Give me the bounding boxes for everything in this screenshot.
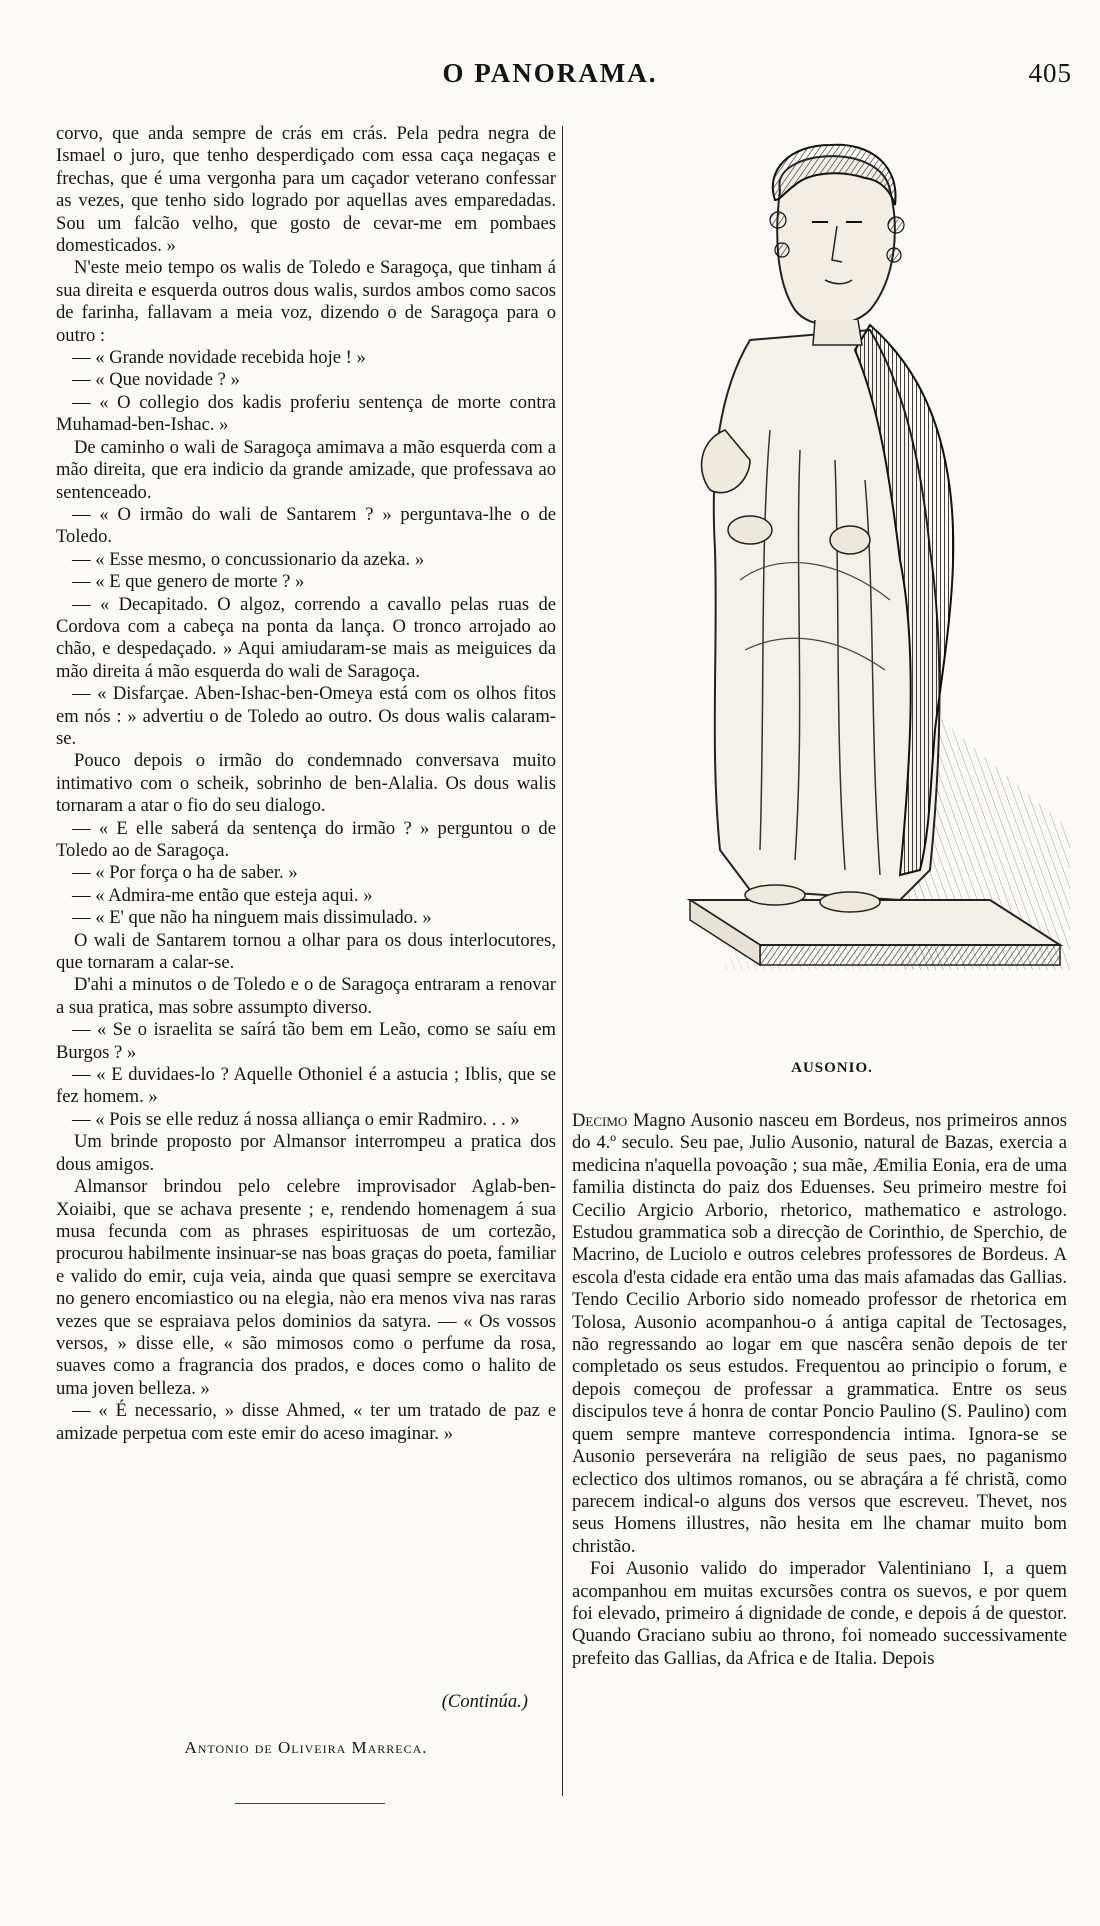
paragraph: corvo, que anda sempre de crás em crás. Pela pedra negra de Ismael o juro, que tenho desperdiçado com essa caça negaças e frechas, que é uma vergonha para um caçador veterano confessar as vezes, que tenho sido logrado por aquellas aves emparedadas. Sou um falcão velho, que gosto de cevar-me em pombaes domesticados. » [56,123,556,257]
paragraph: O wali de Santarem tornou a olhar para os dous interlocutores, que tornaram a calar-se. [56,929,556,974]
dialogue-line: — « E que genero de morte ? » [72,571,305,593]
dialogue-line: — « Decapitado. O algoz, correndo a cavallo pelas ruas de Cordova com a cabeça na ponta da lança. O tronco arrojado ao chão, e despedaçado. » Aqui amiudaram-se mais as meiguices da mão direita á mão esquerda do wali de Saragoça. [56,593,556,682]
paragraph: D'ahi a minutos o de Toledo e o de Saragoça entraram a renovar a sua pratica, mas sobre assumpto diverso. [56,974,556,1018]
dialogue-line: — « Por força o ha de saber. » [72,862,298,884]
dialogue-line: — « Disfarçae. Aben-Ishac-ben-Omeya está com os olhos fitos em nós : » advertiu o de Toledo ao outro. Os dous walis calaram-se. [56,683,556,749]
dialogue-line: — « Admira-me então que esteja aqui. » [72,884,373,906]
dialogue-line: — « Pois se elle reduz á nossa alliança o emir Radmiro. . . » [72,1108,520,1130]
lead-word: Decimo [572,1110,628,1131]
left-column [56,123,556,1445]
paragraph: Pouco depois o irmão do condemnado conversava muito intimativo com o scheik, sobrinho de ben-Alalia. Os dous walis tornaram a atar o fio do seu dialogo. [56,750,556,817]
paragraph: Um brinde proposto por Almansor interrompeu a pratica dos dous amigos. [56,1131,556,1175]
page-number: 405 [1028,58,1072,88]
dialogue-line: — « E duvidaes-lo ? Aquelle Othoniel é a astucia ; Iblis, que se fez homem. » [56,1064,556,1108]
dialogue-line: — « Esse mesmo, o concussionario da azeka. » [72,548,425,570]
paragraph-text: Magno Ausonio nasceu em Bordeus, nos primeiros annos do 4.º seculo. Seu pae, Julio Ausonio, natural de Bazas, exercia a medicina n'aquella povoação ; sua mãe, Æmilia Eonia, era de uma familia distincta do paiz dos Eduenses. Seu primeiro mestre foi Cecilio Argicio Arborio, rhetorico, mathematico e astrologo. Estudou grammatica sob a direcção de Corinthio, de Sperchio, de Macrino, de Luciolo e outros celebres professores de Bordeus. A escola d'esta cidade era então uma das mais afamadas das Gallias. Tendo Cecilio Arborio sido nomeado professor de rhetorica em Tolosa, Ausonio acompanhou-o á antiga capital de Tectosages, não regressando ao logar em que nascêra senão depois de ter completado os seus estudos. Frequentou ao principio o forum, e depois começou de professar a grammatica. Entre os seus discipulos teve á honra de contar Poncio Paulino (S. Paulino) com quem sempre manteve correspondencia intima. Ignora-se se Ausonio perseverára na religião de seus paes, no paganismo eclectico dos ultimos romanos, ou se abraçára a fé christã, como parecem indical-o alguns dos versos que escreveu. Thevet, nos seus Homens illustres, não hesita em lhe chamar muito bom christão. [572,1110,1067,1557]
biography-paragraph: Foi Ausonio valido do imperador Valentiniano I, a quem acompanhou em muitas excursões contra os suevos, e por quem foi elevado, primeiro á dignidade de conde, e depois á de questor. Quando Graciano subiu ao throno, foi nomeado successivamente prefeito das Gallias, da Africa e de Italia. Depois [572,1558,1067,1669]
biography-paragraph [572,1110,1067,1558]
dialogue-line: — « E' que não ha ninguem mais dissimulado. » [72,907,432,929]
continuation-note: (Continúa.) [441,1691,528,1712]
masthead [0,58,1100,98]
paragraph: Almansor brindou pelo celebre improvisador Aglab-ben-Xoiaibi, que se achava presente ; e, rendendo homenagem á sua musa fecunda com as phrases espirituosas de um cortezão, procurou habilmente insinuar-se nas boas graças do poeta, familiar e valido do emir, cuja veia, ainda que quasi sempre se exercitava no genero encomiastico ou na elegia, nào era menos viva nas raras vezes que se espraiava pelos dominios da satyra. — « Os vossos versos, » disse elle, « são mimosos como o perfume da rosa, suaves como a fragrancia dos prados, e doces como o halito de uma joven belleza. » [56,1176,556,1399]
dialogue-line: — « É necessario, » disse Ahmed, « ter um tratado de paz e amizade perpetua com este emir do aceso imaginar. » [56,1400,556,1444]
ausonio-statue-engraving [600,130,1080,1000]
column-divider [562,126,563,1796]
paragraph: N'este meio tempo os walis de Toledo e Saragoça, que tinham á sua direita e esquerda outros dous walis, surdos ambos como sacos de farinha, fallavam a meia voz, dizendo o de Saragoça para o outro : [56,257,556,346]
dialogue-line: — « O collegio dos kadis proferiu sentença de morte contra Muhamad-ben-Ishac. » [56,391,556,436]
dialogue-line: — « O irmão do wali de Santarem ? » perguntava-lhe o de Toledo. [56,503,556,548]
right-column [572,1110,1067,1670]
paragraph: De caminho o wali de Saragoça amimava a mão esquerda com a mão direita, que era indicio da grande amizade, que professava ao sentenceado. [56,436,556,503]
dialogue-line: — « Grande novidade recebida hoje ! » [72,347,366,369]
dialogue-line: — « Se o israelita se saírá tão bem em Leão, como se saíu em Burgos ? » [56,1019,556,1063]
dialogue-line: — « Que novidade ? » [72,369,240,391]
dialogue-line: — « E elle saberá da sentença do irmão ? » perguntou o de Toledo ao de Saragoça. [56,817,556,861]
publication-title: O PANORAMA. [442,58,658,88]
figure-caption: AUSONIO. [791,1060,873,1076]
author-signature: Antonio de Oliveira Marreca. [184,1738,428,1757]
signature-divider [235,1803,385,1804]
